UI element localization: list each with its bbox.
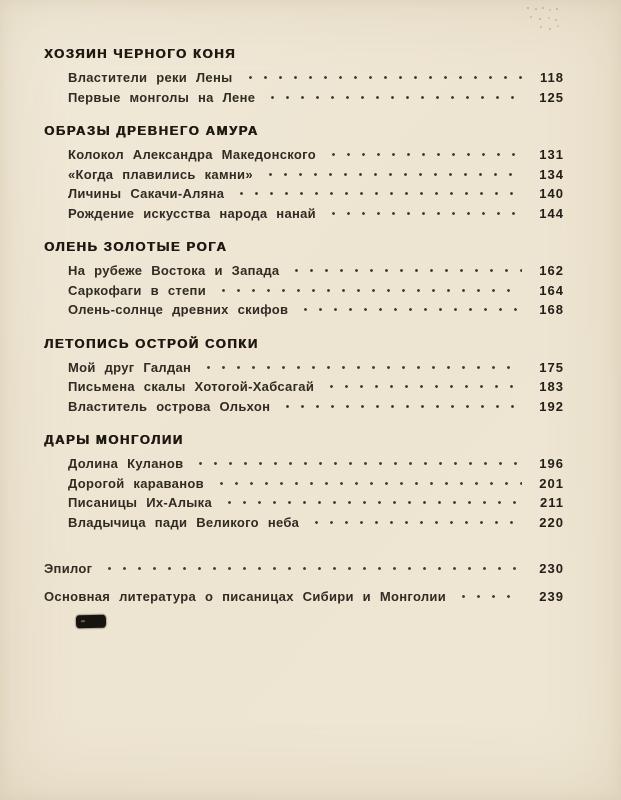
toc-entry-title: Властитель острова Ольхон bbox=[68, 398, 271, 414]
toc-entry bbox=[68, 146, 564, 166]
toc-entry-title: Основная литература о писаницах Сибири и Монголии bbox=[44, 588, 447, 604]
dot-leader bbox=[222, 494, 522, 507]
toc-entry-page: 211 bbox=[540, 495, 564, 510]
toc-entry-title: На рубеже Востока и Запада bbox=[68, 263, 280, 278]
toc-entry-page: 162 bbox=[539, 263, 564, 278]
toc-entry-title: Властители реки Лены bbox=[68, 70, 233, 85]
dot-leader bbox=[309, 514, 522, 527]
toc-entry bbox=[68, 185, 564, 205]
toc-entry bbox=[68, 514, 564, 534]
dot-leader bbox=[324, 378, 522, 391]
toc-entry bbox=[68, 359, 564, 379]
toc-entry bbox=[68, 89, 564, 109]
dot-leader bbox=[214, 475, 522, 488]
dot-leader bbox=[326, 205, 522, 218]
section-heading: ОБРАЗЫ ДРЕВНЕГО АМУРА bbox=[44, 123, 259, 138]
dot-leader bbox=[243, 69, 522, 82]
section-heading: ОЛЕНЬ ЗОЛОТЫЕ РОГА bbox=[44, 239, 228, 254]
toc-entry bbox=[68, 378, 564, 398]
toc-entry-title: Долина Куланов bbox=[68, 456, 184, 471]
dot-leader bbox=[234, 185, 522, 198]
dot-leader bbox=[102, 560, 522, 573]
toc-entry bbox=[68, 69, 564, 89]
toc-entry-page: 118 bbox=[540, 70, 564, 85]
paper-specks-artifact bbox=[527, 7, 529, 9]
dot-leader bbox=[265, 89, 522, 102]
toc-entry bbox=[68, 398, 564, 418]
dot-leader bbox=[298, 301, 522, 314]
toc-entry-title: Мой друг Галдан bbox=[68, 359, 192, 375]
toc-entry-bibliography bbox=[44, 588, 564, 608]
toc-entry-title: Дорогой караванов bbox=[68, 475, 204, 491]
toc-section bbox=[44, 337, 564, 418]
dot-leader bbox=[456, 588, 522, 601]
toc-entry-page: 140 bbox=[539, 186, 564, 201]
toc-entry bbox=[68, 282, 564, 302]
toc-entry-title: Письмена скалы Хотогой-Хабсагай bbox=[68, 379, 315, 394]
toc-entry-epilog bbox=[44, 560, 564, 580]
dot-leader bbox=[280, 398, 522, 411]
toc-entry bbox=[68, 455, 564, 475]
toc-entry-page: 134 bbox=[539, 166, 564, 182]
dot-leader bbox=[216, 282, 522, 295]
toc-entry bbox=[68, 262, 564, 282]
section-heading: ХОЗЯИН ЧЕРНОГО КОНЯ bbox=[44, 46, 237, 61]
dot-leader bbox=[193, 455, 522, 468]
toc-entry-page: 144 bbox=[539, 205, 564, 221]
toc-entry-page: 239 bbox=[539, 588, 564, 604]
ink-redaction-mark bbox=[76, 615, 106, 629]
toc-entry-page: 125 bbox=[539, 89, 564, 105]
toc-entry-page: 196 bbox=[539, 456, 564, 471]
toc-entry-page: 131 bbox=[539, 147, 564, 162]
dot-leader bbox=[263, 166, 522, 179]
dot-leader bbox=[201, 359, 522, 372]
toc-entry-page: 168 bbox=[539, 302, 564, 317]
toc-entry-title: Писаницы Их-Алыка bbox=[68, 495, 212, 510]
toc-entry bbox=[68, 494, 564, 514]
dot-leader bbox=[326, 146, 522, 159]
toc-entry bbox=[68, 166, 564, 186]
toc-entry-title: Рождение искусства народа нанай bbox=[68, 205, 316, 221]
toc-entry bbox=[68, 301, 564, 321]
toc-entry-page: 175 bbox=[539, 359, 564, 375]
toc-entry-page: 192 bbox=[539, 398, 564, 414]
toc-entry-page: 201 bbox=[539, 475, 564, 491]
toc-entry-page: 183 bbox=[539, 379, 564, 394]
dot-leader bbox=[289, 262, 522, 275]
toc-entry-title: Личины Сакачи-Аляна bbox=[68, 186, 225, 201]
toc-entry-title: Олень-солнце древних скифов bbox=[68, 302, 289, 317]
toc-entry-page: 220 bbox=[539, 514, 564, 530]
toc-section bbox=[44, 47, 564, 108]
toc-section bbox=[44, 124, 564, 224]
toc-entry-title: Владычица пади Великого неба bbox=[68, 514, 300, 530]
toc-section bbox=[44, 433, 564, 533]
section-heading: ЛЕТОПИСЬ ОСТРОЙ СОПКИ bbox=[44, 335, 259, 351]
toc-entry-title: Эпилог bbox=[44, 561, 93, 576]
toc-entry bbox=[68, 205, 564, 225]
toc-entry-title: Первые монголы на Лене bbox=[68, 89, 256, 105]
section-heading: ДАРЫ МОНГОЛИИ bbox=[44, 432, 184, 447]
toc-entry-page: 164 bbox=[539, 282, 564, 298]
toc-entry-title: «Когда плавились камни» bbox=[68, 166, 253, 182]
toc-entry bbox=[68, 475, 564, 495]
toc-entry-title: Саркофаги в степи bbox=[68, 282, 206, 298]
toc-entry-page: 230 bbox=[539, 561, 564, 576]
table-of-contents bbox=[44, 47, 564, 607]
toc-section bbox=[44, 240, 564, 321]
toc-entry-title: Колокол Александра Македонского bbox=[68, 147, 316, 162]
